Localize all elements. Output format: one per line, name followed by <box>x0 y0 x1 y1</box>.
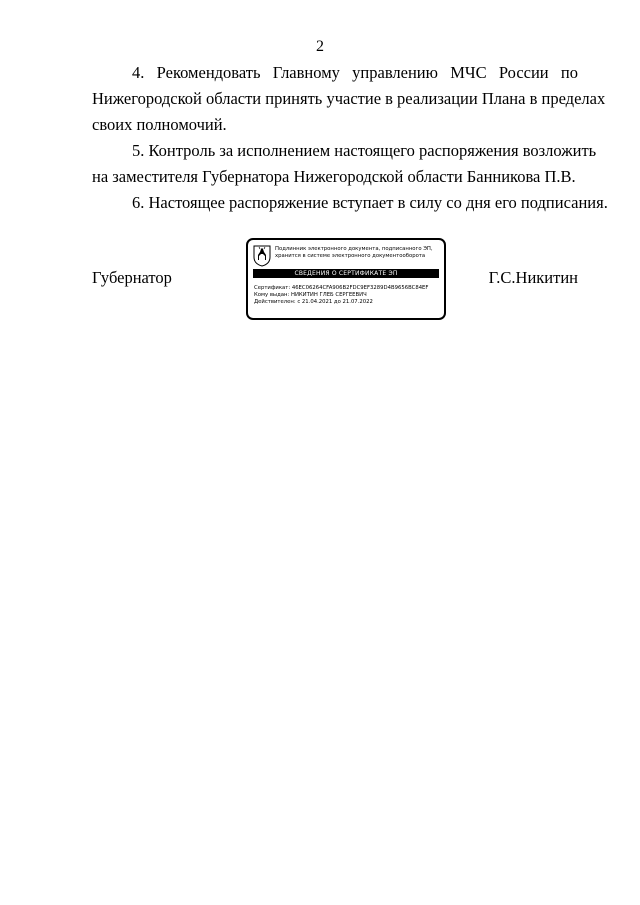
stamp-title: СВЕДЕНИЯ О СЕРТИФИКАТЕ ЭП <box>253 269 439 278</box>
signatory-position: Губернатор <box>92 268 172 287</box>
paragraph-5 <box>92 138 597 190</box>
paragraph-line: своих полномочий. <box>92 115 227 134</box>
signatory-name: Г.С.Никитин <box>488 268 578 287</box>
paragraph-4 <box>92 60 606 138</box>
certificate-number: Сертификат: 46EC06264CFA906B2FDC9EF3289D4B9656BC84EF <box>254 285 429 291</box>
page-number: 2 <box>316 38 324 55</box>
coat-of-arms-icon <box>253 245 271 267</box>
electronic-signature-stamp <box>246 238 446 320</box>
stamp-header <box>275 246 433 260</box>
certificate-owner: Кому выдан: НИКИТИН ГЛЕБ СЕРГЕЕВИЧ <box>254 292 367 298</box>
paragraph-line: Нижегородской области принять участие в реализации Плана в пределах <box>92 89 606 108</box>
paragraph-line: 5. Контроль за исполнением настоящего распоряжения возложить <box>132 141 597 160</box>
stamp-details <box>254 285 428 306</box>
stamp-header-line: Подлинник электронного документа, подписанного ЭП, <box>275 246 433 252</box>
paragraph-line: 6. Настоящее распоряжение вступает в силу со дня его подписания. <box>132 193 608 212</box>
paragraph-line: на заместителя Губернатора Нижегородской области Банникова П.В. <box>92 167 576 186</box>
certificate-validity: Действителен: с 21.04.2021 до 21.07.2022 <box>254 299 373 305</box>
stamp-header-line: хранится в системе электронного документооборота <box>275 253 426 259</box>
paragraph-line: 4. Рекомендовать Главному управлению МЧС России по <box>132 63 578 82</box>
paragraph-6 <box>92 190 608 216</box>
